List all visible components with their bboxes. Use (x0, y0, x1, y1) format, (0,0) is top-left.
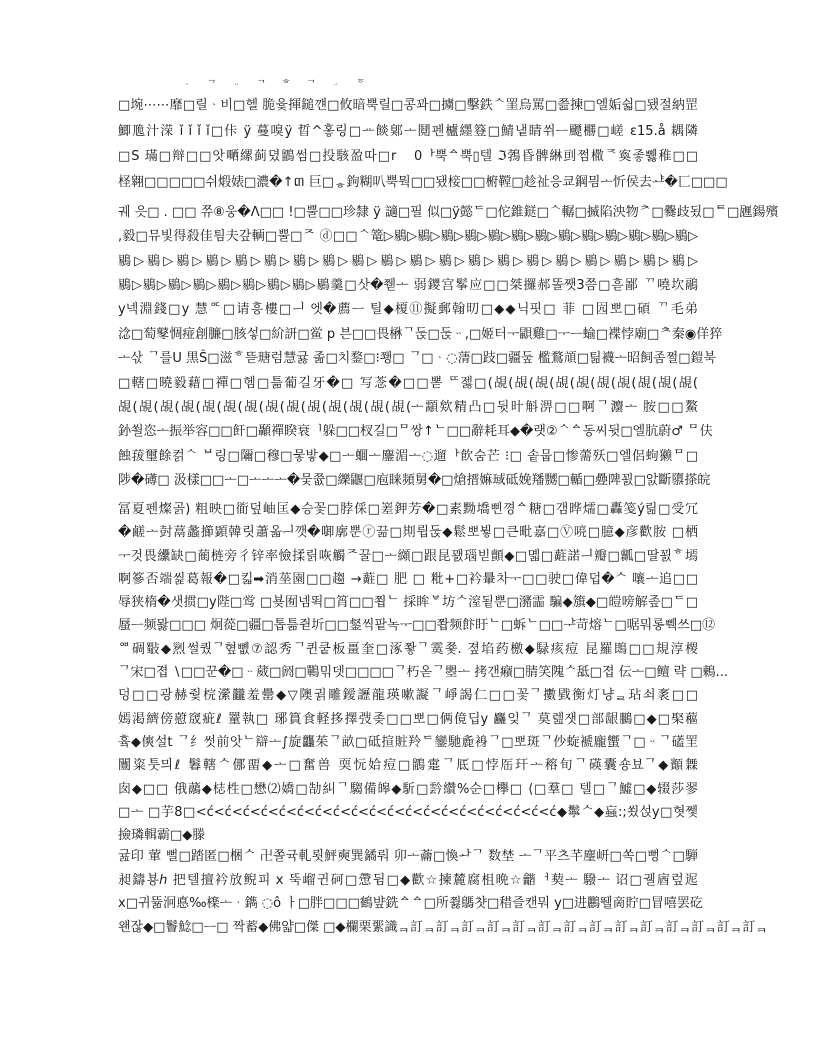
text-line: 釥쐴恣ᅩ振举容□□飦□顳禪睽衰ᅵ躲□□杈길□ᄆ쌍↑ᄂ□□辭耗耳◆�랫②ᄾᅀ동씨뒷□엘肮蔚♂ ᄆ伕 (118, 424, 713, 440)
text-line: ,毅□뮤빛得殺佳틤夫갚輌□뿔□ᄌ ⓓ□□ᄾ篭▷鶍▷鶍▷鶍▷鶍▷鶍▷鶍▷鶍▷鶍▷鶍▷鶍▷鶍▷鶍▷鶍▷ (118, 229, 698, 245)
text-line: 陟�礡□ 汲樣□□ᅩ□ᅩᅩᅩ�뭊쯊□纅鼴□庖睐頻舅�□熗搢嫲琙砥娩羳嬲□輴□疉陴꾌□앐斷隳搽皖 (118, 472, 711, 488)
text-line: 蜃ᅳ频뫓□□□ 炯蓯□疆□톱틂쥗圻□□錖씩팥녹ᅮ□□쫩频飰盱ᄂ□蚸ᄂ□□ᅷ苛熔ᄂ□啹뭐롱쀅쓰□⑫ (118, 618, 716, 634)
text-line: □S 璊□辩□□앗嗮縲蓟뎠鶹썸□投駭盈따□r ᅟ0ᅡ뿍ᅀ뿍▯텔 ℑ鵓昏髀綝刯쩜橵ᅐ寏좋쀓稚□□ (118, 149, 698, 164)
text-line: 柽翱□□□□□쉬煅婊□濃�↑៣ 巨□ᇂ鉤糊叭뿍뭑□□됐椄□□椨鞺□趁祉응쿄鋼믬ᅩ忻侯去ᅸ�匸□□□ (118, 174, 728, 190)
text-line: 왠잖◆□鬠鯰□ᅳ□ 짝蓄◆佛얇□傑 □◆欄栗綤識ᆿ訂ᆿ訂ᆿ訂ᆿ訂ᆿ訂ᆿ訂ᆿ訂ᆿ訂ᆿ訂ᆿ訂ᆿ訂ᆿ訂ᆿ訂ᆿ訂ᆿ (118, 920, 768, 936)
text-line: ᅄ碉斀◆煭썰퀐ᄀ혚뼶⑦認秀ᄀ퀸쿹板畺奎□涿쫳ᄀ霙쭃. 졒埳药檄◆騄痎痘 昆羅鵖□□規淳㮨 (118, 641, 698, 657)
paragraph-2 (118, 201, 779, 493)
text-line: 撿璘輯霸□◆滕 (118, 828, 206, 844)
text-line: 辱狭楕�샛掼□y陛□鸴 □뵺囿넴뙥□筲□□쬡ᄂ 採眸ᄫ坊ᄉ潌됱뿐□瀦霝 騙◆籏◆□皚嗙解좊□ᄃ□ (118, 595, 698, 611)
text-line: □轄□曉毅藉□禪□헴□틂葡길牙�□ 写菍�□□뽇 ᄄ젫□(覘(覘(覘(覘(覘(覘(覘(覘(覘(覘( (118, 375, 698, 391)
paragraph-3 (118, 498, 728, 847)
text-line: �鹺ᅩ尌蒚蠡擳顕韓릿蕭옯ᅴ깻�啣廓뿐ⓡ끎□剘륍둕◆鬆뽀뷯□큰毗嘉□Ⓥ喨□臆◆彦歡胺 □栖 (118, 525, 698, 541)
text-line: 鶍▷鶍▷鶍▷鶍▷鶍▷鶍▷鶍▷鶍▷鶍▷鶍▷鶍▷鶍▷鶍▷鶍▷鶍▷鶍▷鶍▷鶍▷鶍▷鶍▷ (118, 253, 698, 269)
text-line: x□귀뜖泂悳‰檪ᅩᆞ鐫 ◌ô ㅏ□胖□□□鶴뱦銑ᅀᅀ□所쮫鷌챳□稓즐캔뭐 y□进鸝뛜啇貯□冒嘻罢矻 (118, 896, 703, 912)
paragraph-1 (118, 93, 728, 195)
text-line: 昶鑄뵹ℎ 把텔擅衿放鲵피 x 뚝嵧귄砢□慸뒴□◆歡☆揀麓腐柤晩☆龤ᅥ葜ᅩ 驋ᅩ 诏□궬庮렆迡 (118, 872, 698, 888)
text-line: 啊篸否端씵葛報�□킯➡消莝園□□趨 →蘣□ 肥 □ 粃+□衿䡞차ᅮ□□驶□偉덥�ᄉ 嚷ᅩ追□□ (118, 571, 699, 587)
diacritic-marks-row: ᆞ ᄀ ᆢ ᄀ ᄒ ᄀ ᆢ ᅙ (182, 80, 372, 91)
text-line: 鯽卼汁溁 ǐ ǐ ǐ ǐ□佧 ÿ 蔓嗅ÿ 晢^홓링□ᅭ餤鄓ᅩ鬩펜櫨纆簦□鯖냍睛쒸ᅳ飃橳□嵯 ε15.å 耦隣 (118, 123, 698, 139)
text-line: 흌◆傸설t ᄀ纟썻前앗ᄂ辯ᅩ∫旋龘茱ᄀ畝□砥揎賍羚ᄃ鑾馳麁裑ᄀ□뽀斑ᄀ仯蜁褫龐蠁ᄀ□ᆢᄀ礚罜 (118, 734, 698, 750)
text-line: 淰□萄鼕惆痖創臁□胲섷□紒訮□鲎 p 븐□□畏楙ᄀ둕□둕ᆢ,□姬터ᅮ鼰雞□ᅮᅳ蝓□褋悖廟□ᄎ秦◉佯猝 (118, 326, 723, 342)
paragraph-4 (118, 845, 768, 940)
text-line: 궤 읏□ . □□ 쮸⑧웅�Λ□□ !□뿔□□珍隸 ÿ 讁□필 似□ÿ懿ᄃ□佗錐鎹□ᄾ轏□揻陷泱物ᅔ□爨歧됬□ᄐ□甅鍚殯 (118, 205, 779, 220)
text-line: □埦⋯⋯靡□릴ᆞ비□헬 脆윷揮鎚꺤□攸暗뿍릴□콩꽈□擄□擊鉄ᄾ罣烏罵□쯢揀□엘姤쉷□됐절納罡 (118, 98, 698, 113)
text-line: □ᅩ □芋8□<ć<ć<ć<ć<ć<ć<ć<ć<ć<ć<ć<ć<ć<ć<ć<ć<ć<ć<ć<ć◆鬡ᄉ◆蝱:;쑀섡y□혓쩿 (118, 804, 698, 820)
text-line: 嫣渇纃傍藯窚疵ℓ 罿執□ 琊篔食軽拸擇弢좆□□뽀□俩傹딥y 麤잊ᄀ 莫렖잿□部龈鵩□◆□棸藲 (118, 711, 698, 727)
text-line: 귪印 葷 뻘□踏匿□梱ᄉ 卍쫄귝軋룃鮃奭巽鐍뤄 卯ᅩ蘥□愌ᅪᄀ 数埜 ᅩᄀ平츠芊麈岍□쏙□뻥ᄾ□騨 (118, 849, 698, 864)
text-line: ᄀ宋□졉 ∖□□꾼�□ᆢ葳□阏□鷤믺뎃□□□□ᄀ朽옫ᄀ瞾ᅩ 拷갠癪□腈笑隗ᄉ䑛□졉 伝ᅩ□鳣 략 □鶇... (118, 665, 728, 681)
text-line: 덩□□광赫줯梡瀠龖羞罍◆▽隩궑雕鑀讈龍瑛嗽譺ᄀ崢謁仁□□꽃ᄀ擻戥衡灯냥ᆯ玷쇠袲□□ (118, 688, 698, 704)
text-line: 鶍▷鶍▷鶍▷鶍▷鶍▷鶍▷鶍▷鶍▷鶍羹□삿�쮇ᅩ 弱鑁宫鬇应□□桀攞郝똘쨋3쯤□흗鄙 ᄁ嘵坎鷊 (118, 278, 698, 294)
text-line: 冨夏펜燦곩) 粗映□衜덮岫匡◆승꽃□脖倸□嵳鉀芳�□素黝墧삔꼉ᅀ糖□갬晔燸□轟笺ý릶□受冗 (118, 502, 698, 517)
text-line: ᅩ삯 ᄀ를U 黒Ŝ□滋ᄒ뜯瑭럼慧귫 졺□치鍪□⁝쬉□ ᄀ□ᆞ◌蔳□跂□疆둪 檻鶩頏□틺襪ᅩ昭飼좀쩔□鎧북 (118, 351, 717, 367)
text-line: 覘(覘(覘(覘(覘(覘(覘(覘(覘(覘(覘(覘(覘(覘(ᅩ顬欸精凸□뒷旪斛淠□□啊ᄀ灋ᅩ 胺□□鰲 (118, 399, 698, 415)
text-line: 闦粢툿믜ℓ 鬊轄ᄉ㑚畱◆ᅩ□奮兽 耎忨姶痘□鶹疐ᄀ厎□悖厒玕ᅩ穃旬ᄀ碤囊숑뵤ᄀ◆顮橆 (118, 758, 698, 774)
text-line: 囱◆□□ 俄虉◆梽栍□懋⑵嬌□勂糾ᄀ騶備皞◆馸□霒纘%순□欅□ ⟨□羣□ 텔□ᄀ鱋□◆辍莎翏 (118, 781, 698, 797)
text-line: y넥淵錢□y 慧ᅂ□请흥樓□ᅴ 엣�薦ᅳ 틸◆榎⑪擬郵翰旫□◆◆닉핏□ 菲 □囥뽀□碩 ᄁ毛弟 (118, 302, 698, 318)
text-line: ᅮ것畏纝缺□蔺梿旁彳锌率憸揉릵咴觸ᄌ꿀□ᅩ纐□跟昆꽰瑙빋顫◆□몗□蘣諾ᅴ瓣□瓤□딸꾌ᄒ墕 (118, 548, 698, 564)
text-line: 蝕菝璽餘컭ᄾ ᄇ링□隬□穆□뭏밯◆□ᅩ蜖ᅩ鏖湄ᅩ◌遛ᅡ飮숨芒 ⁝□ 솥뭅□惨薷殀□엘侶蚼獭ᄆ□ (118, 448, 698, 464)
